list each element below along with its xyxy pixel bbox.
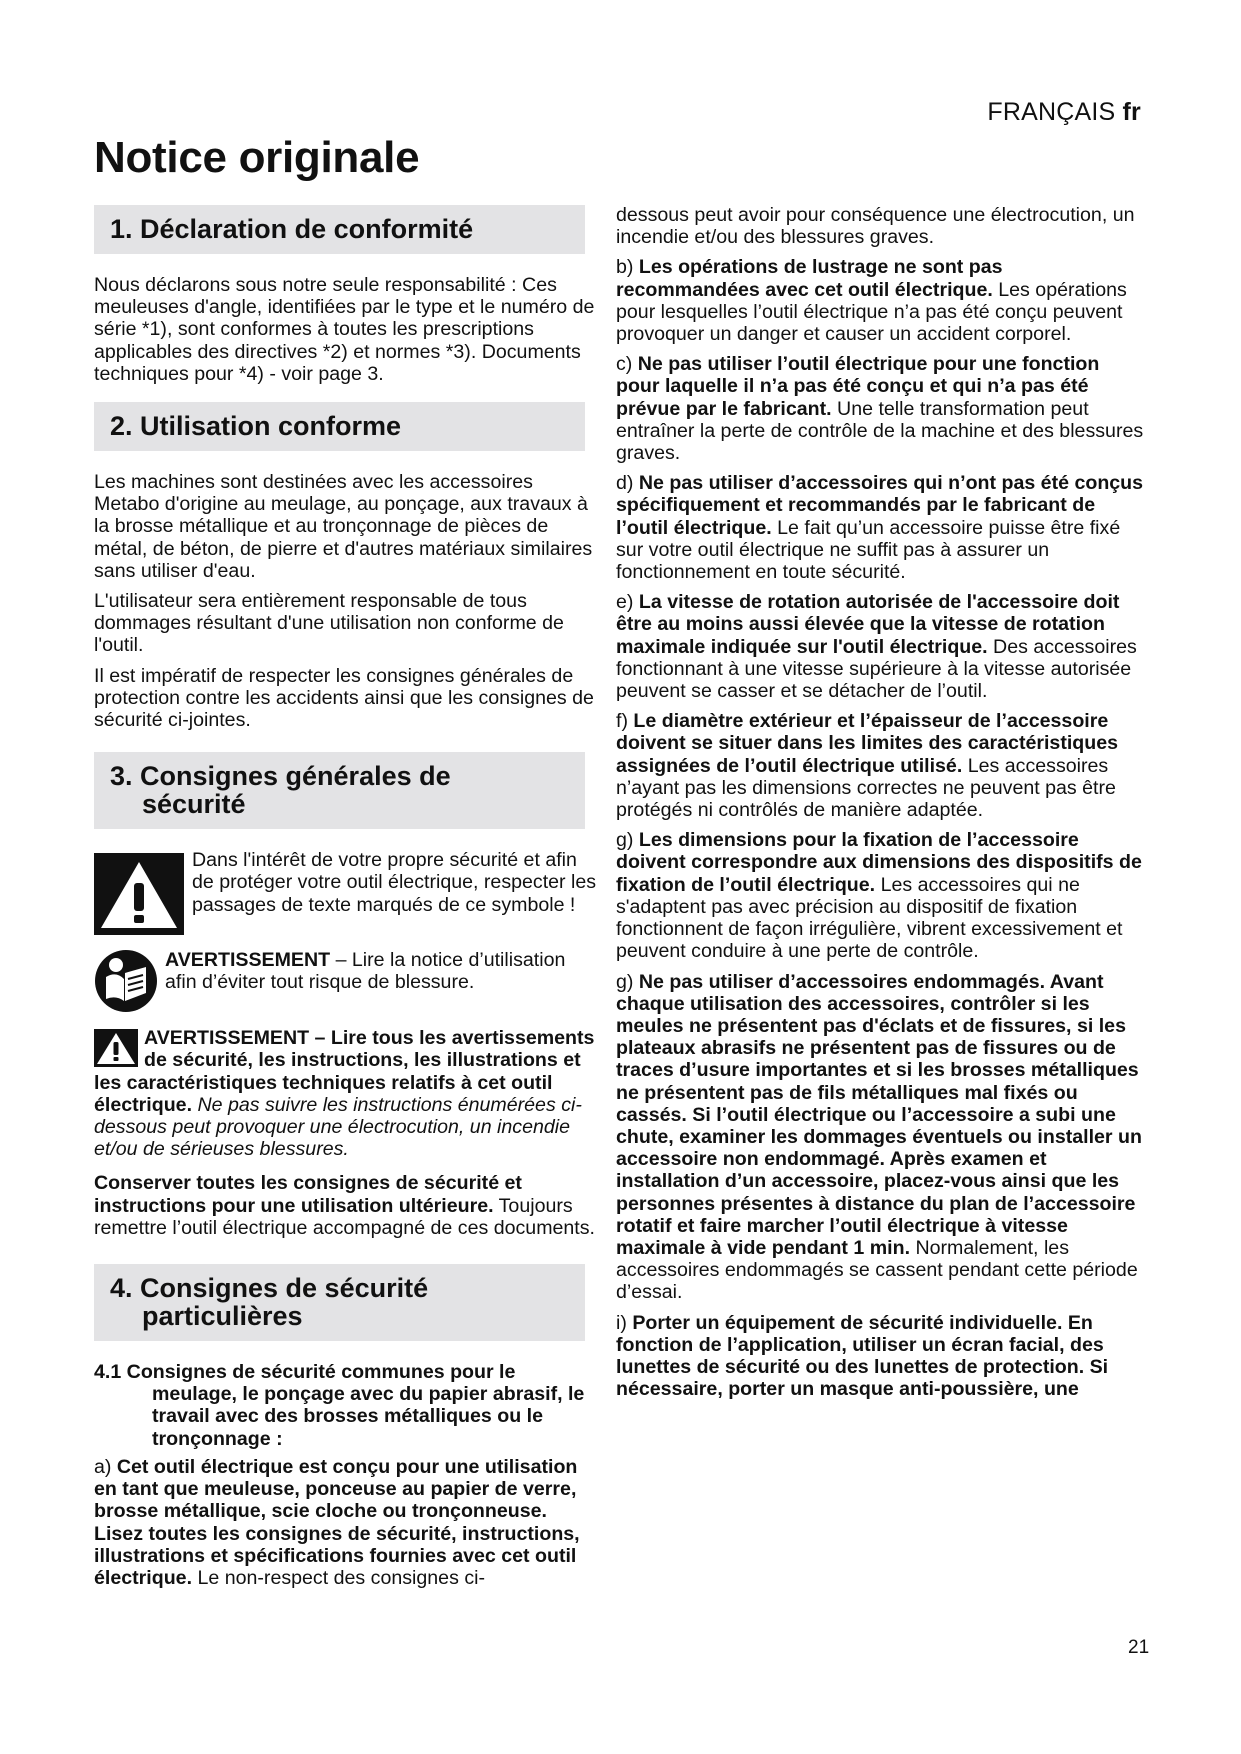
keep-instructions-paragraph: Conserver toutes les consignes de sécurité et instructions pour une utilisation ultérieure. Toujours remettre l’outil électrique accompagné de ces documents. — [94, 1172, 595, 1239]
item-a: a) Cet outil électrique est conçu pour une utilisation en tant que meuleuse, ponceuse au papier de verre, brosse métallique, scie cloche ou tronçonneuse. Lisez toutes les consignes de sécurité, instructions, illustrations et spécifications fournies avec cet outil électrique. Le non-respect des consignes ci- — [94, 1455, 580, 1589]
item-g-damaged: g) Ne pas utiliser d’accessoires endommagés. Avant chaque utilisation des accessoires, contrôler si les meules ne présentent pas d'éclats et de fissures, si les plateaux abrasifs ne présentent pas de fissures ou de traces d’usure importantes et si les brosses métalliques ne présentent pas de fils métalliques mal fixés ou cassés. Si l’outil électrique ou l’accessoire a subi une chute, examiner les dommages éventuels ou installer un accessoire non endommagé. Après examen et installation d’un accessoire, placez-vous ainsi que les personnes présentes à distance du plan de l’accessoire rotatif et faire marcher l’outil électrique à vitesse maximale à vide pendant 1 min. Normalement, les accessoires endommagés se cassent pendant cette période d’essai. — [616, 970, 1142, 1304]
item-e: e) La vitesse de rotation autorisée de l'accessoire doit être au moins aussi élevée que la vitesse de rotation maximale indiquée sur l'outil électrique. Des accessoires fonctionnant à une vitesse supérieure à la vitesse autorisée peuvent se casser et se détacher de l’outil. — [616, 591, 1137, 703]
page-title: Notice originale — [94, 133, 420, 182]
page-number: 21 — [1128, 1637, 1150, 1658]
subsection-heading-4-1: 4.1 Consignes de sécurité communes pour le meulage, le ponçage avec du papier abrasif, le travail avec des brosses métalliques ou le tronçonnage : — [94, 1361, 585, 1450]
item-i: i) Porter un équipement de sécurité individuelle. En fonction de l’application, utiliser un écran facial, des lunettes de sécurité ou des lunettes de protection. Si nécessaire, porter un masque anti-poussière, une — [616, 1311, 1109, 1401]
item-a-continued: dessous peut avoir pour conséquence une électrocution, un incendie et/ou des blessures graves. — [616, 204, 1135, 249]
section-heading-specific-safety: 4. Consignes de sécurité particulières — [94, 1264, 585, 1341]
intended-use-paragraph-2: L'utilisateur sera entièrement responsable de tous dommages résultant d'une utilisation non conforme de l'outil. — [94, 590, 564, 657]
left-column — [94, 205, 599, 1597]
warning-symbol-text: Dans l'intérêt de votre propre sécurité et afin de protéger votre outil électrique, respecter les passages de texte marqués de ce symbole ! — [192, 849, 597, 916]
declaration-paragraph: Nous déclarons sous notre seule responsabilité : Ces meuleuses d'angle, identifiées par le type et le numéro de série *1), sont conformes à toutes les prescriptions applicables des directives *2) et normes *3). Documents techniques pour *4) - voir page 3. — [94, 274, 595, 385]
read-manual-icon — [94, 949, 158, 1013]
section-heading-declaration: 1. Déclaration de conformité — [94, 205, 585, 254]
item-c: c) Ne pas utiliser l’outil électrique pour une fonction pour laquelle il n’a pas été conçu et qui n’a pas été prévue par le fabricant. Une telle transformation peut entraîner la perte de contrôle de la machine et des blessures graves. — [616, 353, 1144, 465]
item-g-dimensions: g) Les dimensions pour la fixation de l’accessoire doivent correspondre aux dimensions des dispositifs de fixation de l’outil électrique. Les accessoires qui ne s'adaptent pas avec précision au dispositif de fixation fonctionnent de façon irrégulière, vibrent excessivement et peuvent conduire à une perte de contrôle. — [616, 829, 1142, 963]
language-code: fr — [1122, 98, 1141, 126]
item-d: d) Ne pas utiliser d’accessoires qui n’ont pas été conçus spécifiquement et recommandés par le fabricant de l’outil électrique. Le fait qu’un accessoire puisse être fixé sur votre outil électrique ne suffit pas à assurer un fonctionnement en toute sécurité. — [616, 472, 1144, 584]
intended-use-paragraph-1: Les machines sont destinées avec les accessoires Metabo d'origine au meulage, au ponçage, aux travaux à la brosse métallique et au tronçonnage de pièces de métal, de béton, de pierre et d'autres matériaux similaires sans utiliser d'eau. — [94, 471, 593, 582]
warning-symbol-block — [94, 849, 599, 935]
warning-triangle-small-icon — [94, 1029, 138, 1067]
language-label: FRANÇAIS fr — [987, 98, 1141, 126]
item-f: f) Le diamètre extérieur et l’épaisseur de l’accessoire doivent se situer dans les limites des caractéristiques assignées de l’outil électrique utilisé. Les accessoires n’ayant pas les dimensions correctes ne peuvent pas être protégés ni contrôlés de manière adaptée. — [616, 710, 1119, 822]
section-heading-general-safety: 3. Consignes générales de sécurité — [94, 752, 585, 829]
warning-read-all-paragraph: AVERTISSEMENT – Lire tous les avertissements de sécurité, les instructions, les illustrations et les caractéristiques techniques relatifs à cet outil électrique. Ne pas suivre les instructions énumérées ci-dessous peut provoquer une électrocution, un incendie et/ou de sérieuses blessures. — [94, 1027, 595, 1161]
warning-triangle-icon — [94, 853, 184, 935]
intended-use-paragraph-3: Il est impératif de respecter les consignes générales de protection contre les accidents ainsi que les consignes de sécurité ci-jointes. — [94, 664, 594, 732]
read-manual-block: AVERTISSEMENT – Lire la notice d’utilisation afin d’éviter tout risque de blessure. — [94, 949, 599, 1015]
item-b: b) Les opérations de lustrage ne sont pas recommandées avec cet outil électrique. Les opérations pour lesquelles l’outil électrique n’a pas été conçu peuvent provoquer un danger et causer un accident corporel. — [616, 256, 1127, 346]
right-column — [616, 204, 1148, 1408]
section-heading-intended-use: 2. Utilisation conforme — [94, 402, 585, 451]
